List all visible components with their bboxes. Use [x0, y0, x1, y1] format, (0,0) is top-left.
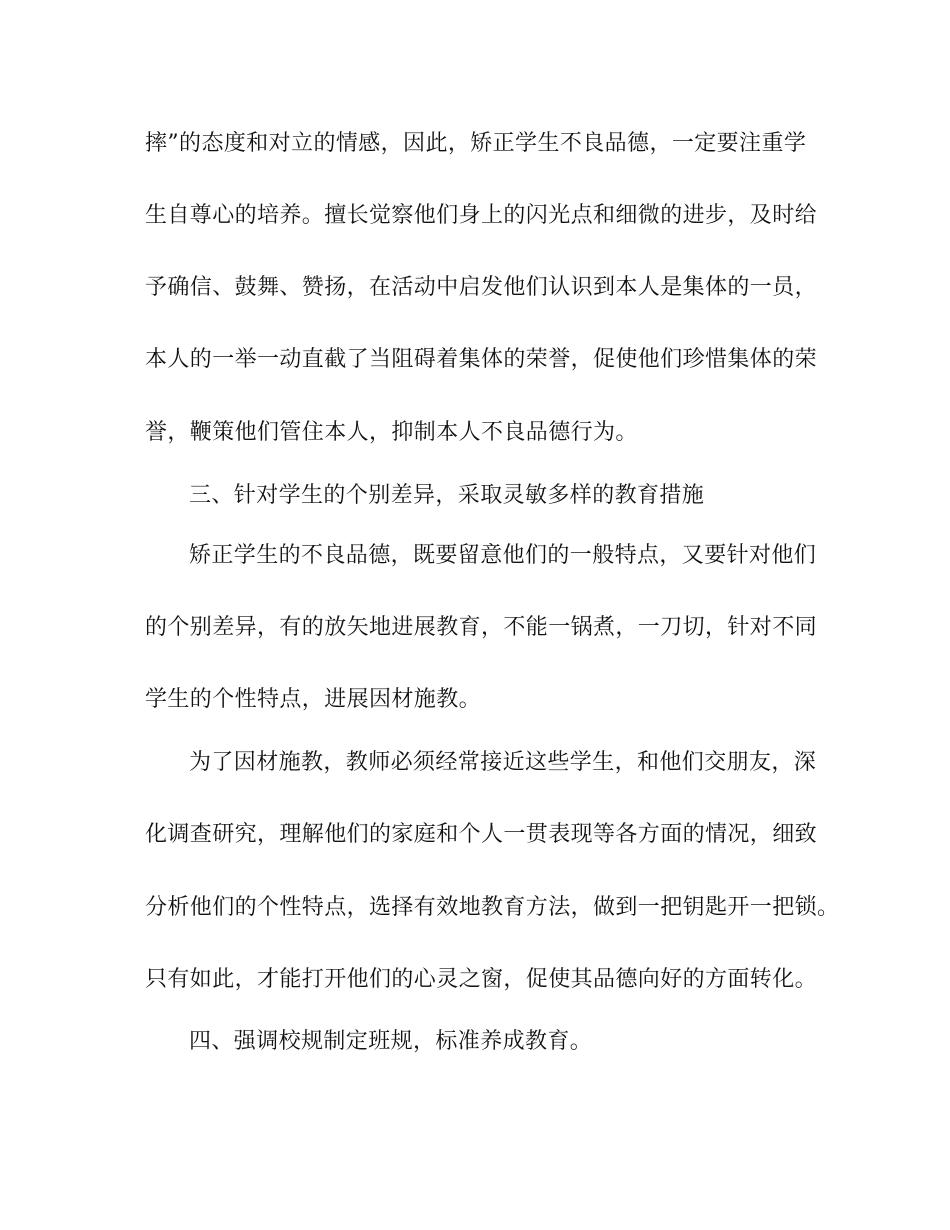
text-line: 生自尊心的培养。擅长觉察他们身上的闪光点和细微的进步，及时给 [145, 203, 818, 228]
text-line: 的个别差异，有的放矢地进展教育，不能一锅煮，一刀切，针对不同 [145, 615, 818, 640]
paragraph-start: 为了因材施教，教师必须经常接近这些学生，和他们交朋友，深 [189, 750, 817, 775]
text-line: 学生的个性特点，进展因材施教。 [145, 687, 482, 712]
text-line: 分析他们的个性特点，选择有效地教育方法，做到一把钥匙开一把锁。 [145, 895, 840, 920]
text-line: 只有如此，才能打开他们的心灵之窗，促使其品德向好的方面转化。 [145, 967, 818, 992]
text-line: 化调查研究，理解他们的家庭和个人一贯表现等各方面的情况，细致 [145, 822, 818, 847]
text-line: 摔”的态度和对立的情感，因此，矫正学生不良品德，一定要注重学 [145, 131, 807, 156]
section-heading: 四、强调校规制定班规，标准养成教育。 [189, 1029, 593, 1054]
text-line: 誉，鞭策他们管住本人，抑制本人不良品德行为。 [145, 420, 638, 445]
text-line: 予确信、鼓舞、赞扬，在活动中启发他们认识到本人是集体的一员， [145, 275, 818, 300]
text-line: 本人的一举一动直截了当阻碍着集体的荣誉，促使他们珍惜集体的荣 [145, 347, 818, 372]
paragraph-start: 矫正学生的不良品德，既要留意他们的一般特点，又要针对他们 [189, 543, 817, 568]
section-heading: 三、针对学生的个别差异，采取灵敏多样的教育措施 [189, 483, 705, 508]
